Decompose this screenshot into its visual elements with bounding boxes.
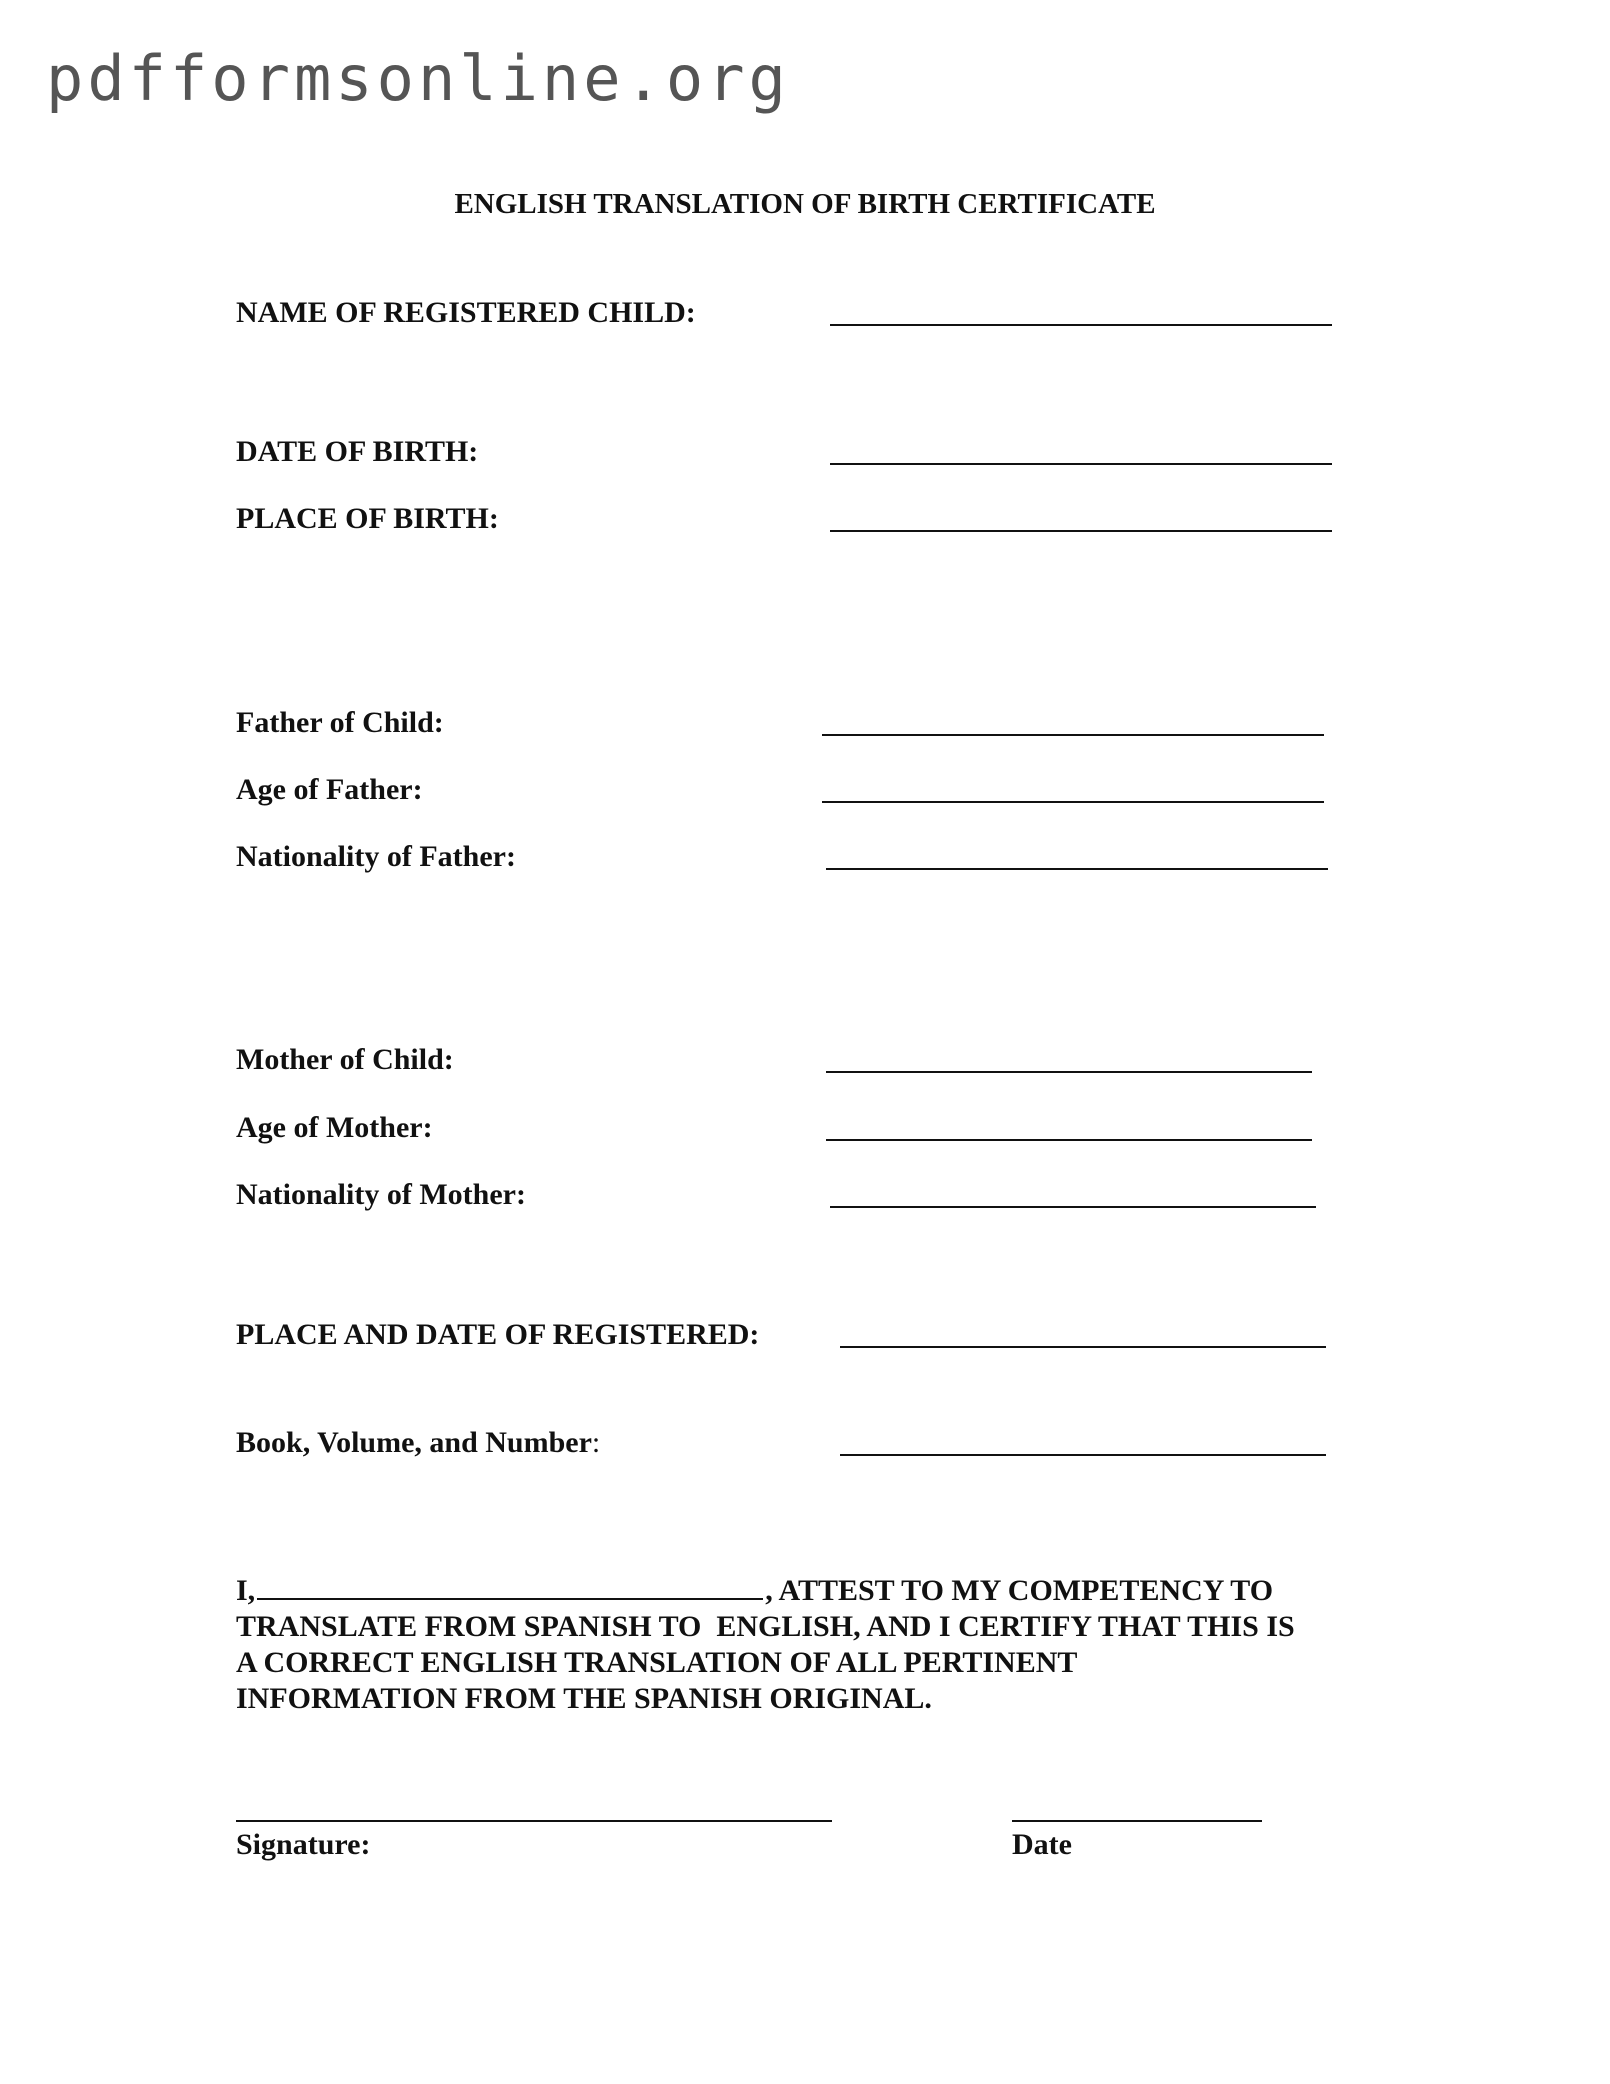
- place-date-registered-field[interactable]: [840, 1346, 1326, 1348]
- place-of-birth-field[interactable]: [830, 530, 1332, 532]
- attestation-paragraph: [236, 1572, 1416, 1717]
- age-of-mother-field[interactable]: [826, 1139, 1312, 1141]
- watermark: pdfformsonline.org: [46, 42, 790, 115]
- nationality-of-father-label: Nationality of Father:: [236, 840, 516, 873]
- nationality-of-mother-label: Nationality of Mother:: [236, 1178, 526, 1211]
- attestation-line-4: INFORMATION FROM THE SPANISH ORIGINAL.: [236, 1682, 932, 1715]
- book-volume-number-colon: :: [591, 1426, 601, 1459]
- mother-of-child-label: Mother of Child:: [236, 1043, 454, 1076]
- attestation-line-1-suffix: , ATTEST TO MY COMPETENCY TO: [765, 1574, 1274, 1607]
- nationality-of-mother-field[interactable]: [830, 1206, 1316, 1208]
- date-of-birth-field[interactable]: [830, 463, 1332, 465]
- attestation-prefix: I,: [236, 1574, 256, 1607]
- father-of-child-label: Father of Child:: [236, 706, 444, 739]
- date-label: Date: [1012, 1828, 1072, 1861]
- translator-name-field[interactable]: [257, 1572, 763, 1600]
- age-of-father-field[interactable]: [822, 801, 1324, 803]
- signature-field[interactable]: [236, 1820, 832, 1822]
- attestation-line-2: TRANSLATE FROM SPANISH TO ENGLISH, AND I CERTIFY THAT THIS IS: [236, 1610, 1295, 1643]
- father-of-child-field[interactable]: [822, 734, 1324, 736]
- place-date-registered-label: PLACE AND DATE OF REGISTERED:: [236, 1318, 760, 1351]
- mother-of-child-field[interactable]: [826, 1071, 1312, 1073]
- document-title: ENGLISH TRANSLATION OF BIRTH CERTIFICATE: [454, 188, 1156, 220]
- place-of-birth-label: PLACE OF BIRTH:: [236, 502, 499, 535]
- book-volume-number-text: Book, Volume, and Number: [236, 1426, 592, 1459]
- date-field[interactable]: [1012, 1820, 1262, 1822]
- attestation-line-1: [236, 1572, 1416, 1609]
- book-volume-number-field[interactable]: [840, 1454, 1326, 1456]
- child-name-field[interactable]: [830, 324, 1332, 326]
- book-volume-number-label: [236, 1426, 600, 1460]
- nationality-of-father-field[interactable]: [826, 868, 1328, 870]
- date-of-birth-label: DATE OF BIRTH:: [236, 435, 479, 468]
- child-name-label: NAME OF REGISTERED CHILD:: [236, 296, 696, 329]
- signature-label: Signature:: [236, 1828, 371, 1861]
- age-of-father-label: Age of Father:: [236, 773, 423, 806]
- attestation-line-3: A CORRECT ENGLISH TRANSLATION OF ALL PERTINENT: [236, 1646, 1078, 1679]
- age-of-mother-label: Age of Mother:: [236, 1111, 433, 1144]
